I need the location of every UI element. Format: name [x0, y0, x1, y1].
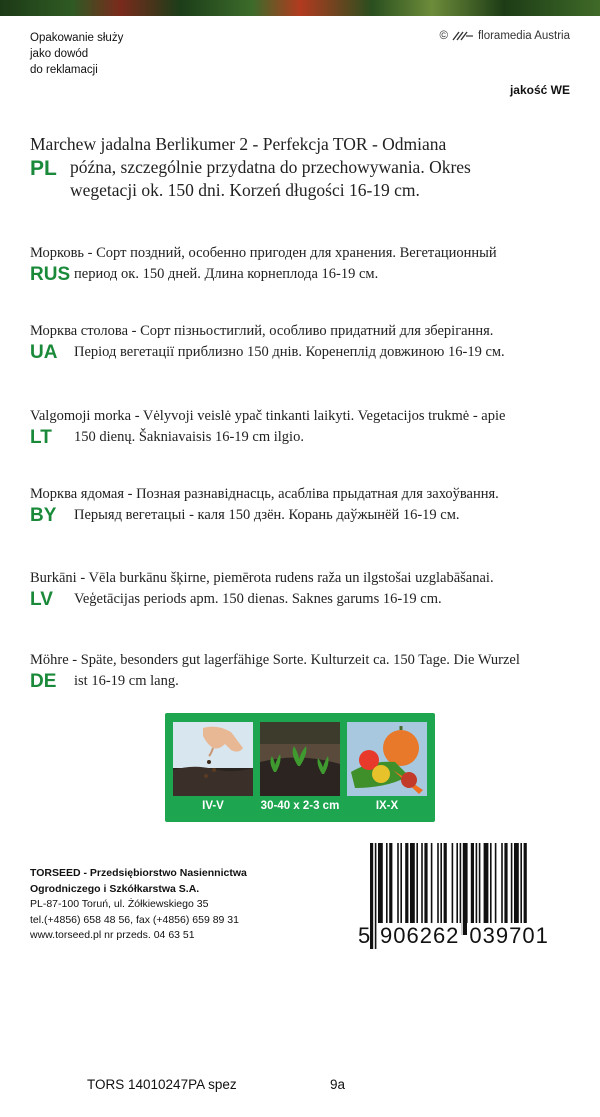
- description-text-lv: [30, 568, 572, 610]
- description-ua: [30, 321, 572, 363]
- description-line: Морква ядомая - Позная разнавіднасць, асабліва прыдатная для захоўвання.: [30, 486, 499, 502]
- description-de: [30, 650, 572, 692]
- barcode-bar: [440, 843, 442, 935]
- lang-code-de: DE: [30, 671, 57, 692]
- description-line: Морква столова - Сорт пізньостиглий, особливо придатний для зберігання.: [30, 323, 494, 339]
- barcode-bar: [389, 843, 392, 935]
- barcode-bar: [476, 843, 478, 935]
- barcode-bar: [460, 843, 462, 935]
- sowing-time-label: IV-V: [202, 800, 224, 812]
- company-phone-fax: tel.(+4856) 658 48 56, fax (+4856) 659 89 31: [30, 913, 239, 926]
- barcode-bar: [501, 843, 503, 935]
- description-line: ist 16-19 cm lang.: [74, 673, 179, 689]
- barcode-bar: [400, 843, 402, 935]
- complaint-line-1: Opakowanie służy: [30, 32, 124, 44]
- description-line: późna, szczególnie przydatna do przechowywania. Okres: [70, 157, 471, 177]
- product-photo-strip: [0, 0, 600, 16]
- barcode-bar: [416, 843, 418, 935]
- company-info: [30, 866, 330, 944]
- barcode-group-1: 906262: [380, 923, 460, 948]
- description-text-lt: [30, 406, 572, 448]
- complaint-notice: [30, 30, 230, 78]
- lang-code-pl: PL: [30, 157, 57, 180]
- barcode-bar: [490, 843, 492, 935]
- lang-code-lv: LV: [30, 589, 53, 610]
- barcode-bar: [520, 843, 522, 935]
- barcode-bar: [456, 843, 458, 935]
- sowing-info-panel: [165, 713, 435, 822]
- barcode-bar: [495, 843, 497, 935]
- barcode-group-2: 039701: [469, 923, 549, 948]
- description-text-de: [30, 650, 572, 692]
- barcode-bar: [463, 843, 468, 935]
- barcode-bar: [421, 843, 423, 935]
- barcode-bar: [410, 843, 415, 935]
- description-line: 150 dienų. Šakniavaisis 16-19 cm ilgio.: [74, 429, 304, 445]
- description-text-ua: [30, 321, 572, 363]
- description-line: Перыяд вегетацыі - каля 150 дзён. Корань даўжынёй 16-19 см.: [74, 507, 460, 523]
- complaint-line-3: do reklamacji: [30, 64, 98, 76]
- copyright-notice: [439, 30, 570, 42]
- barcode-bar: [511, 843, 513, 935]
- lang-code-ua: UA: [30, 342, 58, 363]
- description-line: wegetacji ok. 150 dni. Korzeń długości 16-19 cm.: [70, 180, 420, 200]
- company-address: PL-87-100 Toruń, ul. Żółkiewskiego 35: [30, 898, 209, 910]
- company-name-line-2: Ogrodniczego i Szkółkarstwa S.A.: [30, 882, 200, 895]
- description-line: Морковь - Сорт поздний, особенно пригоден для хранения. Вегетационный: [30, 245, 497, 261]
- harvest-time-label: IX-X: [375, 800, 399, 812]
- variant-code: 9a: [330, 1077, 346, 1092]
- lang-code-rus: RUS: [30, 264, 71, 285]
- spacing-label: 30-40 x 2-3 cm: [260, 800, 340, 812]
- company-name-line-1: TORSEED - Przedsiębiorstwo Nasiennictwa: [30, 867, 247, 879]
- harvest-vegetables-icon: [347, 722, 427, 796]
- description-line: Valgomoji morka - Vėlyvoji veislė ypač tinkanti laikyti. Vegetacijos trukmė - apie: [30, 408, 506, 424]
- description-line: Veģetācijas periods apm. 150 dienas. Saknes garums 16-19 cm.: [74, 591, 442, 607]
- barcode-bar: [479, 843, 481, 935]
- description-line: Період вегетації приблизно 150 днів. Коренеплід довжиною 16-19 см.: [74, 344, 505, 360]
- description-text-by: [30, 484, 572, 526]
- barcode-bar: [386, 843, 388, 935]
- barcode-bar: [504, 843, 507, 935]
- barcode-bar: [424, 843, 427, 935]
- barcode-bar: [397, 843, 399, 935]
- barcode-first-digit: 5: [358, 923, 371, 948]
- copyright-symbol: ©: [439, 30, 448, 42]
- description-text-pl: [30, 133, 572, 202]
- floramedia-logo-icon: [452, 31, 474, 41]
- description-rus: [30, 243, 572, 285]
- lang-code-lt: LT: [30, 427, 52, 448]
- description-line: Burkāni - Vēla burkānu šķirne, piemērota rudens raža un ilgstošai uzglabāšanai.: [30, 570, 494, 586]
- description-line: Marchew jadalna Berlikumer 2 - Perfekcja TOR - Odmiana: [30, 134, 447, 154]
- product-code: TORS 14010247PA spez: [87, 1077, 237, 1092]
- barcode-bar: [378, 843, 383, 935]
- barcode-bar: [484, 843, 489, 935]
- seedlings-icon: [260, 722, 340, 796]
- barcode-number: [358, 923, 578, 949]
- company-website: www.torseed.pl nr przeds. 04 63 51: [30, 929, 195, 941]
- barcode-bar: [405, 843, 408, 935]
- complaint-line-2: jako dowód: [30, 48, 89, 60]
- barcode-bar: [471, 843, 474, 935]
- description-lt: [30, 406, 572, 448]
- description-lv: [30, 568, 572, 610]
- lang-code-by: BY: [30, 505, 57, 526]
- description-line: Möhre - Späte, besonders gut lagerfähige Sorte. Kulturzeit ca. 150 Tage. Die Wurzel: [30, 652, 520, 668]
- description-by: [30, 484, 572, 526]
- barcode-bar: [514, 843, 519, 935]
- barcode-bar: [444, 843, 447, 935]
- barcode-bar: [431, 843, 433, 935]
- description-text-rus: [30, 243, 572, 285]
- description-pl: [30, 133, 572, 202]
- barcode-bar: [437, 843, 439, 935]
- sowing-hand-icon: [173, 722, 253, 796]
- copyright-text: floramedia Austria: [477, 30, 570, 42]
- quality-label: jakość WE: [509, 83, 570, 97]
- description-line: период ок. 150 дней. Длина корнеплода 16-19 см.: [74, 266, 379, 282]
